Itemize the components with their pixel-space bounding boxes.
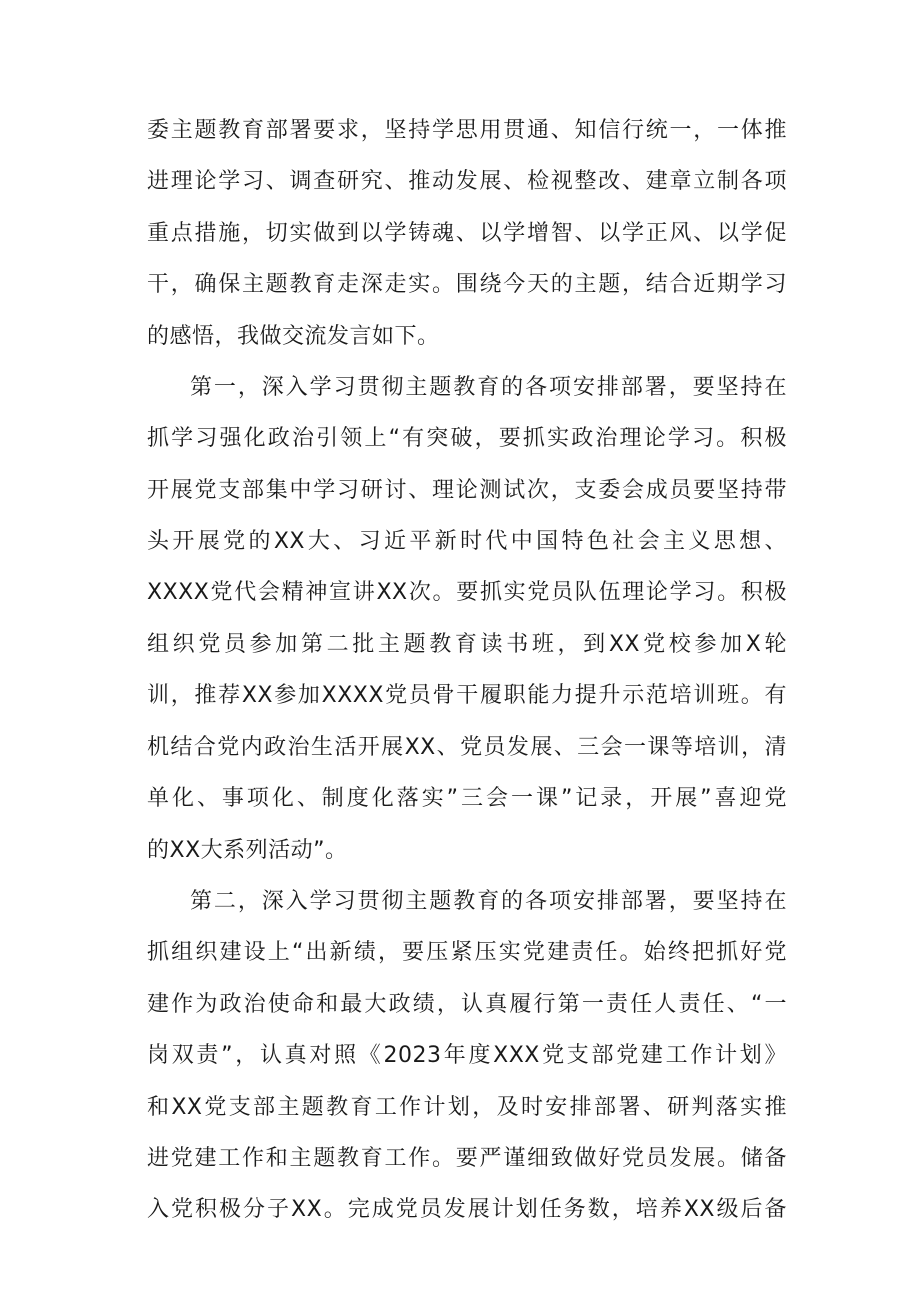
paragraph-2-line-3: 开展党支部集中学习研讨、理论测试次，支委会成员要坚持带 (147, 478, 787, 503)
paragraph-2-line-10: 的XX大系列活动”。 (147, 838, 348, 863)
paragraph-3-line-7: 入党积极分子XX。完成党员发展计划任务数，培养XX级后备 (147, 1197, 787, 1222)
paragraph-3-line-2: 抓组织建设上“出新绩，要压紧压实党建责任。始终把抓好党 (147, 940, 787, 965)
paragraph-2-line-2: 抓学习强化政治引领上“有突破，要抓实政治理论学习。积极 (147, 426, 787, 451)
paragraph-1-line-1: 委主题教育部署要求，坚持学思用贯通、知信行统一，一体推 (147, 118, 787, 143)
paragraph-1-line-3: 重点措施，切实做到以学铸魂、以学增智、以学正风、以学促 (147, 221, 787, 246)
paragraph-3-line-3: 建作为政治使命和最大政绩，认真履行第一责任人责任、“一 (147, 992, 787, 1017)
paragraph-3-line-4: 岗双责”，认真对照《2023年度XXX党支部党建工作计划》 (147, 1043, 787, 1068)
paragraph-2-line-1: 第一，深入学习贯彻主题教育的各项安排部署，要坚持在 (190, 375, 787, 400)
paragraph-2-line-9: 单化、事项化、制度化落实”三会一课”记录，开展”喜迎党 (147, 786, 787, 811)
paragraph-2-line-4: 头开展党的XX大、习近平新时代中国特色社会主义思想、 (147, 529, 787, 554)
paragraph-1-line-4: 干，确保主题教育走深走实。围绕今天的主题，结合近期学习 (147, 272, 787, 297)
paragraph-3-line-5: 和XX党支部主题教育工作计划，及时安排部署、研判落实推 (147, 1095, 787, 1120)
paragraph-3-line-6: 进党建工作和主题教育工作。要严谨细致做好党员发展。储备 (147, 1146, 787, 1171)
paragraph-3-line-1: 第二，深入学习贯彻主题教育的各项安排部署，要坚持在 (190, 889, 787, 914)
paragraph-2-line-8: 机结合党内政治生活开展XX、党员发展、三会一课等培训，清 (147, 735, 787, 760)
paragraph-2-line-7: 训，推荐XX参加XXXX党员骨干履职能力提升示范培训班。有 (147, 683, 787, 708)
paragraph-2-line-6: 组织党员参加第二批主题教育读书班，到XX党校参加X轮 (147, 632, 787, 657)
paragraph-2-line-5: XXXX党代会精神宣讲XX次。要抓实党员队伍理论学习。积极 (147, 580, 787, 605)
paragraph-1-line-5: 的感悟，我做交流发言如下。 (147, 324, 440, 349)
paragraph-1-line-2: 进理论学习、调查研究、推动发展、检视整改、建章立制各项 (147, 169, 787, 194)
